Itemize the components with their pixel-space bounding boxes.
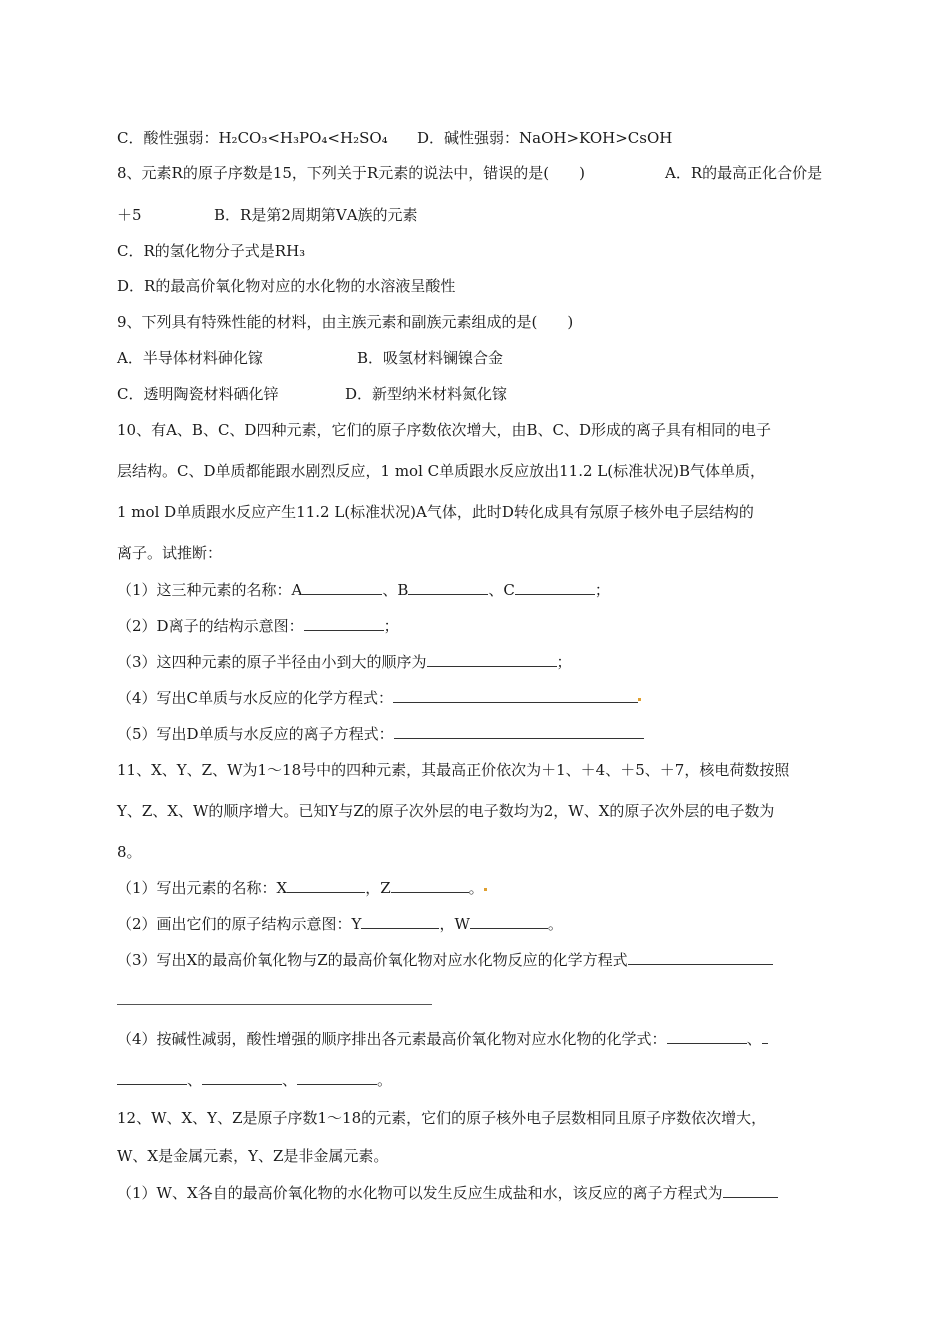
q11-part-4: （4）按碱性减弱，酸性增强的顺序排出各元素最高价氧化物对应水化物的化学式： 、 [117, 1029, 768, 1049]
q7-option-d: D．碱性强弱：NaOH>KOH>CsOH [417, 129, 673, 147]
q12-stem-line-1: 12、W、X、Y、Z是原子序数1～18的元素，它们的原子核外电子层数相同且原子序数依次增大， [117, 1109, 767, 1127]
q10-stem-line-3: 1 mol D单质跟水反应产生11.2 L(标准状况)A气体，此时D转化成具有氖原子核外电子层结构的 [117, 503, 754, 521]
q10-stem-line-4: 离子。试推断： [117, 544, 223, 562]
answer-blank-c[interactable] [515, 580, 595, 595]
answer-blank-formula-4[interactable] [297, 1070, 377, 1085]
answer-blank-b[interactable] [408, 580, 488, 595]
q8-stem: 8、元素R的原子序数是15，下列关于R元素的说法中，错误的是( ) [117, 164, 585, 182]
answer-blank-xz-equation[interactable] [628, 950, 773, 965]
mark-dot [484, 888, 487, 891]
q10-stem-line-1: 10、有A、B、C、D四种元素，它们的原子序数依次增大，由B、C、D形成的离子具有相同的电子 [117, 421, 771, 439]
mark-dot [638, 698, 641, 701]
q11-part-2: （2）画出它们的原子结构示意图：Y ，W 。 [117, 915, 563, 933]
answer-blank-c-equation[interactable] [393, 688, 638, 703]
q11-part-1: （1）写出元素的名称：X ，Z 。 [117, 878, 487, 898]
q8-option-a-cont: ＋5 [117, 206, 142, 224]
answer-blank-x[interactable] [287, 878, 365, 893]
q9-option-d: D．新型纳米材料氮化镓 [345, 385, 508, 403]
answer-blank-radius-order[interactable] [427, 652, 557, 667]
q9-stem: 9、下列具有特殊性能的材料，由主族元素和副族元素组成的是( ) [117, 313, 574, 331]
answer-line-continuation[interactable] [117, 1004, 432, 1005]
q11-stem-line-3: 8。 [117, 843, 142, 861]
q9-option-a: A．半导体材料砷化镓 [117, 349, 263, 367]
q7-option-c: C．酸性强弱：H₂CO₃<H₃PO₄<H₂SO₄ [117, 129, 388, 147]
q12-stem-line-2: W、X是金属元素，Y、Z是非金属元素。 [117, 1147, 389, 1165]
q11-part-4-cont: 、 、 。 [117, 1070, 392, 1090]
q10-part-4: （4）写出C单质与水反应的化学方程式： [117, 688, 641, 708]
q10-part-3: （3）这四种元素的原子半径由小到大的顺序为 ； [117, 653, 572, 671]
answer-blank-wx-ionic-equation[interactable] [723, 1183, 778, 1198]
q9-option-c: C．透明陶瓷材料硒化锌 [117, 385, 279, 403]
q10-part-1: （1）这三种元素的名称：A 、B 、C ； [117, 581, 610, 599]
q8-option-c: C．R的氢化物分子式是RH₃ [117, 242, 306, 260]
q10-part-5: （5）写出D单质与水反应的离子方程式： [117, 724, 644, 744]
answer-blank-y-diagram[interactable] [361, 914, 439, 929]
q10-part-2: （2）D离子的结构示意图： ； [117, 617, 399, 635]
answer-blank-formula-1[interactable] [667, 1029, 747, 1044]
answer-blank-d-ion[interactable] [304, 616, 384, 631]
q10-stem-line-2: 层结构。C、D单质都能跟水剧烈反应，1 mol C单质跟水反应放出11.2 L(标准状况)B气体单质， [117, 462, 765, 480]
q8-option-b: B．R是第2周期第ⅤA族的元素 [214, 206, 418, 224]
answer-blank-a[interactable] [302, 580, 382, 595]
q11-part-3: （3）写出X的最高价氧化物与Z的最高价氧化物对应水化物反应的化学方程式 [117, 950, 773, 970]
q12-part-1: （1）W、X各自的最高价氧化物的水化物可以发生反应生成盐和水，该反应的离子方程式为 [117, 1183, 778, 1203]
answer-blank-formula-2[interactable] [117, 1070, 187, 1085]
q8-option-a: A．R的最高正化合价是 [665, 164, 823, 182]
q11-stem-line-2: Y、Z、X、W的顺序增大。已知Y与Z的原子次外层的电子数均为2，W、X的原子次外层的电子数为 [117, 802, 775, 820]
q9-option-b: B．吸氢材料镧镍合金 [357, 349, 504, 367]
answer-blank-z[interactable] [391, 878, 469, 893]
answer-blank-formula-2-start[interactable] [762, 1029, 768, 1044]
q11-stem-line-1: 11、X、Y、Z、W为1～18号中的四种元素，其最高正价依次为＋1、＋4、＋5、＋7，核电荷数按照 [117, 761, 790, 779]
answer-blank-w-diagram[interactable] [470, 914, 548, 929]
q8-option-d: D．R的最高价氧化物对应的水化物的水溶液呈酸性 [117, 277, 456, 295]
answer-blank-d-equation[interactable] [394, 724, 644, 739]
answer-blank-formula-3[interactable] [202, 1070, 282, 1085]
